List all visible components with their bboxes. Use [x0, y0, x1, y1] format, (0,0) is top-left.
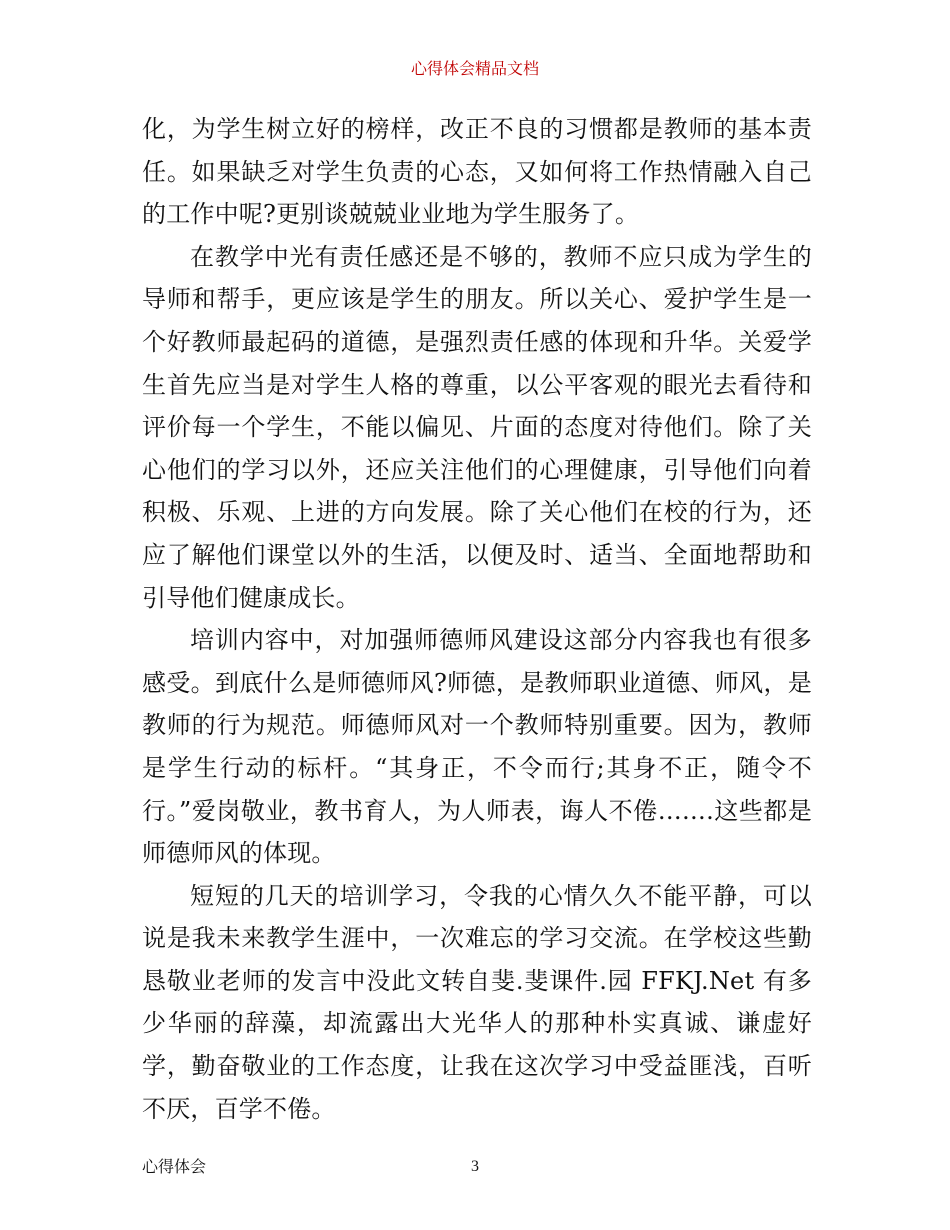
paragraph-3: 培训内容中，对加强师德师风建设这部分内容我也有很多感受。到底什么是师德师风?师德，是教师职业道德、师风，是教师的行为规范。师德师风对一个教师特别重要。因为，教师是学生行动的标杆。“其身正，不令而行;其身不正，随令不行。”爱岗敬业，教书育人，为人师表，诲人不倦…….这些都是师德师风的体现。 — [142, 626, 812, 868]
page-number: 3 — [471, 1158, 479, 1175]
paragraph-4: 短短的几天的培训学习，令我的心情久久不能平静，可以说是我未来教学生涯中，一次难忘的学习交流。在学校这些勤恳敬业老师的发言中没此文转自斐.斐课件.园 FFKJ.Net 有多少华丽的辞藻，却流露出大光华人的那种朴实真诚、谦虚好学，勤奋敬业的工作态度，让我在这次学习中受益匪浅，百听不厌，百学不倦。 — [142, 881, 812, 1123]
body-text — [142, 108, 812, 1130]
paragraph-1: 化，为学生树立好的榜样，改正不良的习惯都是教师的基本责任。如果缺乏对学生负责的心态，又如何将工作热情融入自己的工作中呢?更别谈兢兢业业地为学生服务了。 — [142, 115, 812, 229]
footer-label: 心得体会 — [142, 1157, 207, 1176]
page-header-title: 心得体会精品文档 — [410, 59, 539, 78]
paragraph-2: 在教学中光有责任感还是不够的，教师不应只成为学生的导师和帮手，更应该是学生的朋友。所以关心、爱护学生是一个好教师最起码的道德，是强烈责任感的体现和升华。关爱学生首先应当是对学生人格的尊重，以公平客观的眼光去看待和评价每一个学生，不能以偏见、片面的态度对待他们。除了关心他们的学习以外，还应关注他们的心理健康，引导他们向着积极、乐观、上进的方向发展。除了关心他们在校的行为，还应了解他们课堂以外的生活，以便及时、适当、全面地帮助和引导他们健康成长。 — [142, 242, 812, 612]
